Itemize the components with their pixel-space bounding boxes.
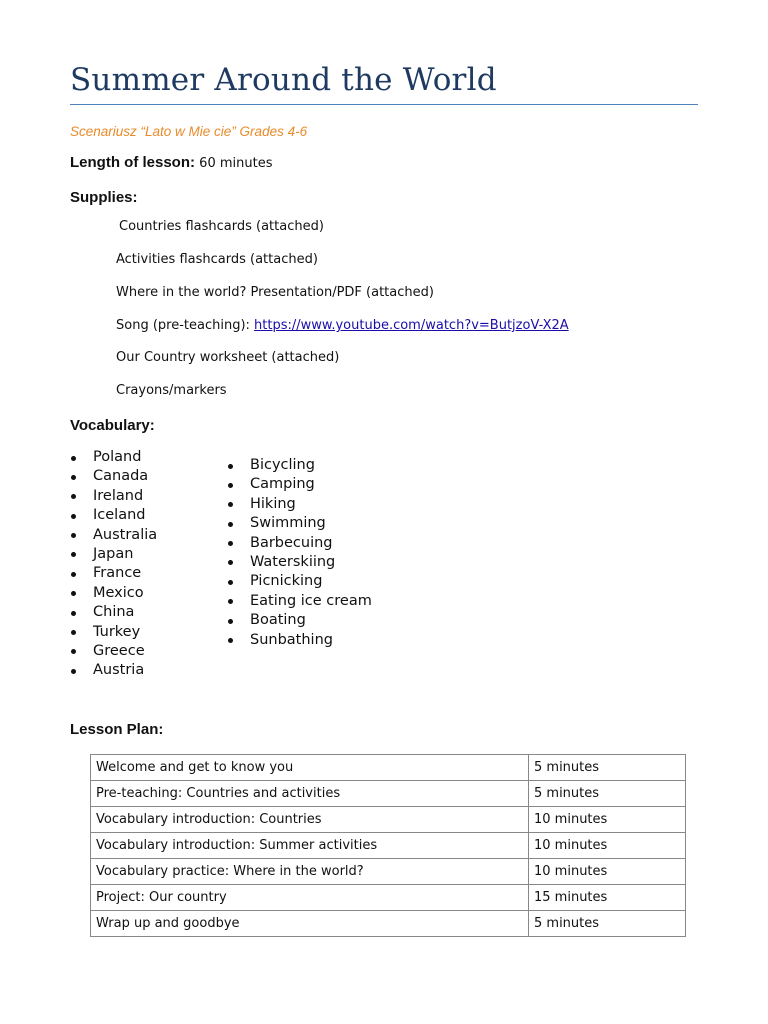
plan-duration-cell: 10 minutes [529,833,686,859]
vocabulary-item-text: Australia [93,526,158,543]
title-underline [70,104,698,105]
table-row [91,807,686,833]
table-row [91,781,686,807]
vocabulary-item-text: Sunbathing [250,631,333,648]
table-row [91,911,686,937]
plan-activity-cell: Welcome and get to know you [91,755,529,781]
vocabulary-item [227,514,372,533]
supply-item: Activities flashcards (attached) [116,252,318,267]
plan-duration-cell: 10 minutes [529,859,686,885]
supplies-heading: Supplies: [70,189,138,206]
vocabulary-item-text: Hiking [250,495,296,512]
supply-item: Countries flashcards (attached) [119,219,324,234]
vocabulary-item-text: Turkey [93,623,141,640]
vocabulary-item [227,456,372,475]
plan-duration-cell: 5 minutes [529,781,686,807]
supply-item: Crayons/markers [116,383,227,398]
bullet-icon [71,630,76,635]
vocabulary-item-text: Poland [93,449,142,465]
vocabulary-item-text: Camping [250,476,315,493]
bullet-icon [228,560,233,565]
bullet-icon [71,591,76,596]
vocabulary-item [70,584,157,603]
vocabulary-item-text: Mexico [93,584,144,601]
table-row [91,755,686,781]
plan-activity-cell: Pre-teaching: Countries and activities [91,781,529,807]
document-title: Summer Around the World [70,62,497,98]
document-subtitle: Scenariusz “Lato w Mie cie” Grades 4-6 [70,124,308,139]
supply-item-song [116,318,569,333]
vocabulary-item-text: Canada [93,468,149,485]
plan-activity-cell: Vocabulary practice: Where in the world? [91,859,529,885]
supply-song-label: Song (pre-teaching): [116,318,250,333]
bullet-icon [71,669,76,674]
vocabulary-item [70,564,157,583]
plan-duration-cell: 5 minutes [529,911,686,937]
vocabulary-item [70,661,157,680]
vocabulary-item [227,611,372,630]
bullet-icon [228,619,233,624]
plan-activity-cell: Vocabulary introduction: Countries [91,807,529,833]
vocabulary-item-text: France [93,565,142,582]
vocabulary-item [70,603,157,622]
plan-duration-cell: 15 minutes [529,885,686,911]
vocabulary-item [70,526,157,545]
bullet-icon [228,502,233,507]
vocabulary-item-text: Eating ice cream [250,592,372,609]
table-row [91,885,686,911]
plan-activity-cell: Project: Our country [91,885,529,911]
song-link[interactable]: https://www.youtube.com/watch?v=ButjzoV-X2A [254,318,569,333]
bullet-icon [228,638,233,643]
vocabulary-item-text: Picnicking [250,573,323,590]
bullet-icon [228,483,233,488]
lesson-plan-heading: Lesson Plan: [70,721,164,738]
vocabulary-item-text: Japan [93,545,134,562]
bullet-icon [71,552,76,557]
vocabulary-item-text: Greece [93,642,145,659]
vocabulary-item-text: Boating [250,612,306,629]
vocabulary-item-text: Austria [93,662,145,679]
vocabulary-item-text: Waterskiing [250,553,336,570]
plan-activity-cell: Wrap up and goodbye [91,911,529,937]
bullet-icon [71,494,76,499]
bullet-icon [228,464,233,469]
bullet-icon [71,514,76,519]
vocabulary-item [227,592,372,611]
lesson-length-label: Length of lesson: [70,154,195,171]
bullet-icon [71,572,76,577]
vocabulary-item [227,553,372,572]
vocabulary-item-text: Ireland [93,487,144,504]
plan-duration-cell: 10 minutes [529,807,686,833]
bullet-icon [71,533,76,538]
table-row [91,833,686,859]
lesson-length-value: 60 minutes [199,156,273,171]
bullet-icon [228,599,233,604]
vocabulary-item-text: Barbecuing [250,534,333,551]
bullet-icon [71,611,76,616]
vocabulary-item [227,572,372,591]
bullet-icon [228,522,233,527]
vocabulary-item [227,534,372,553]
vocabulary-item-text: Swimming [250,515,326,532]
vocabulary-item-text: Iceland [93,507,146,524]
table-row [91,859,686,885]
lesson-length [70,154,272,171]
lesson-plan-table [90,754,686,937]
bullet-icon [71,475,76,480]
vocabulary-item [70,506,157,525]
vocabulary-item [70,545,157,564]
vocabulary-item [70,467,157,486]
countries-list [70,448,157,681]
supply-item: Our Country worksheet (attached) [116,350,340,365]
vocabulary-item [227,495,372,514]
vocabulary-item [70,487,157,506]
vocabulary-item-text: China [93,604,135,621]
vocabulary-heading: Vocabulary: [70,417,155,434]
activities-list [227,456,372,650]
plan-duration-cell: 5 minutes [529,755,686,781]
supply-item: Where in the world? Presentation/PDF (attached) [116,285,434,300]
plan-activity-cell: Vocabulary introduction: Summer activities [91,833,529,859]
bullet-icon [71,649,76,654]
vocabulary-item [70,642,157,661]
bullet-icon [228,541,233,546]
vocabulary-item [227,475,372,494]
vocabulary-item [70,623,157,642]
bullet-icon [228,580,233,585]
vocabulary-item-text: Bicycling [250,457,315,473]
vocabulary-item [70,448,157,467]
vocabulary-item [227,631,372,650]
bullet-icon [71,456,76,461]
